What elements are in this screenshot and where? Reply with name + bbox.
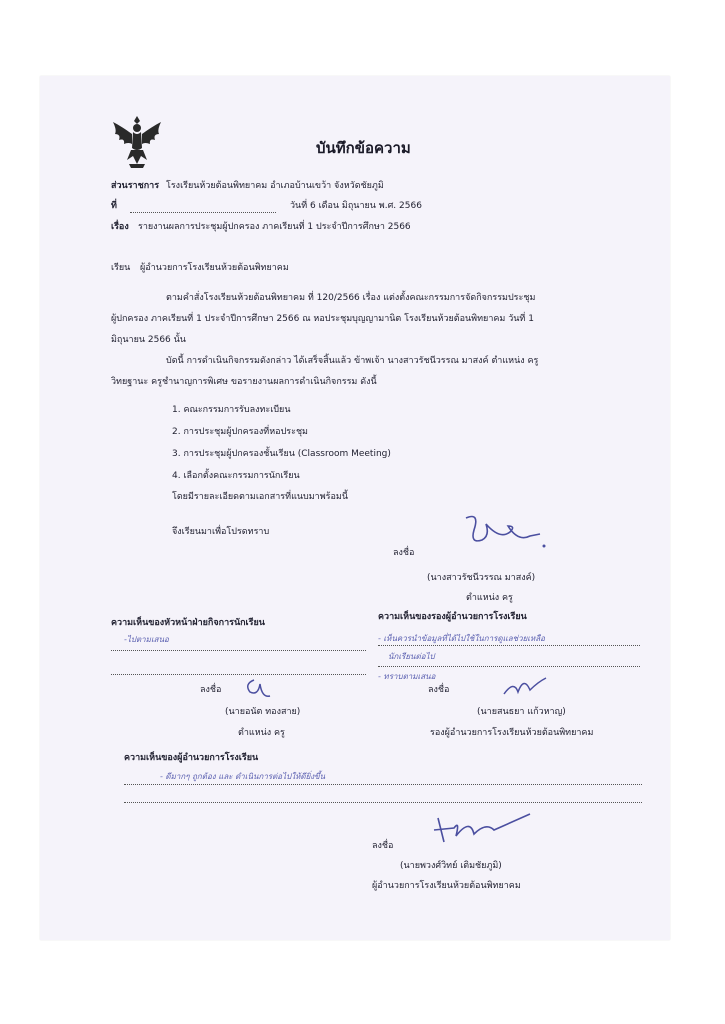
to-label: เรียน [111,263,131,273]
left-signer-name: (นายอนัต ทองสาย) [225,707,301,717]
body-p1-line1: ตามคำสั่งโรงเรียนห้วยต้อนพิทยาคม ที่ 120/2566 เรื่อง แต่งตั้งคณะกรรมการจัดกิจกรรมประชุม [166,293,536,303]
right-opinion-handwriting: - ทราบตามเสนอ [378,672,436,681]
right-signer-position: รองผู้อำนวยการโรงเรียนห้วยต้อนพิทยาคม [430,728,594,738]
agency-label: ส่วนราชการ [111,181,160,191]
signature-director-icon [430,808,540,848]
director-opinion-line [124,784,642,785]
right-opinion-handwriting: - เห็นควรนำข้อมูลที่ได้ไปใช้ในการดูแลช่วยเหลือ [378,634,545,643]
list-item: 1. คณะกรรมการรับลงทะเบียน [172,405,291,415]
closing-line: จึงเรียนมาเพื่อโปรดทราบ [172,527,270,537]
ref-number-line [130,212,276,213]
director-position: ผู้อำนวยการโรงเรียนห้วยต้อนพิทยาคม [372,881,521,891]
right-signer-name: (นายสนธยา แก้วหาญ) [477,707,566,717]
body-p1-line3: มิถุนายน 2566 นั้น [111,335,186,345]
list-item: 3. การประชุมผู้ปกครองชั้นเรียน (Classroom Meeting) [172,449,391,459]
subject-value: รายงานผลการประชุมผู้ปกครอง ภาคเรียนที่ 1 ประจำปีการศึกษา 2566 [138,222,411,232]
main-signer-name: (นางสาวรัชนีวรรณ มาสงค์) [427,573,536,583]
left-opinion-line [111,674,366,675]
director-opinion-heading: ความเห็นของผู้อำนวยการโรงเรียน [124,753,259,763]
main-sign-label: ลงชื่อ [393,548,415,558]
director-opinion-handwriting: - ดีมากๆ ถูกต้อง และ ดำเนินการต่อไปให้ดียิ่งขึ้น [160,772,326,781]
left-sign-label: ลงชื่อ [200,685,222,695]
to-value: ผู้อำนวยการโรงเรียนห้วยต้อนพิทยาคม [140,263,289,273]
agency-value: โรงเรียนห้วยต้อนพิทยาคม อำเภอบ้านเขว้า จังหวัดชัยภูมิ [166,181,384,191]
left-opinion-heading: ความเห็นของหัวหน้าฝ่ายกิจการนักเรียน [111,618,265,628]
signature-main-icon [460,510,550,554]
body-p2-line2: วิทยฐานะ ครูชำนาญการพิเศษ ขอรายงานผลการดำเนินกิจกรรม ดังนี้ [111,377,377,387]
right-sign-label: ลงชื่อ [428,685,450,695]
right-opinion-line [378,645,640,646]
list-item: 4. เลือกตั้งคณะกรรมการนักเรียน [172,471,300,481]
memo-date: วันที่ 6 เดือน มิถุนายน พ.ศ. 2566 [290,201,422,211]
right-opinion-handwriting: นักเรียนต่อไป [388,652,435,661]
subject-label: เรื่อง [111,222,129,232]
right-opinion-line [378,666,640,667]
director-sign-label: ลงชื่อ [372,841,394,851]
director-name: (นายพวงศ์วิทย์ เติมชัยภูมิ) [400,861,502,871]
left-opinion-line [111,650,366,651]
right-opinion-heading: ความเห็นของรองผู้อำนวยการโรงเรียน [378,612,527,622]
memo-title: บันทึกข้อความ [316,139,411,157]
main-signer-position: ตำแหน่ง ครู [466,593,513,603]
list-item: 2. การประชุมผู้ปกครองที่หอประชุม [172,427,308,437]
attachment-note: โดยมีรายละเอียดตามเอกสารที่แนบมาพร้อมนี้ [172,492,348,502]
garuda-emblem-icon [111,112,163,172]
left-opinion-handwriting: -ไปตามเสนอ [124,635,169,644]
body-p2-line1: บัดนี้ การดำเนินกิจกรรมดังกล่าว ได้เสร็จสิ้นแล้ว ข้าพเจ้า นางสาวรัชนีวรรณ มาสงค์ ตำแหน่ง ครู [166,356,539,366]
ref-label: ที่ [111,201,117,211]
director-opinion-line [124,802,642,803]
body-p1-line2: ผู้ปกครอง ภาคเรียนที่ 1 ประจำปีการศึกษา 2566 ณ หอประชุมบุญญามานิต โรงเรียนห้วยต้อนพิทยาคม วันที่ 1 [111,314,534,324]
signature-right-icon [500,672,550,702]
signature-left-icon [240,676,276,704]
left-signer-position: ตำแหน่ง ครู [238,728,285,738]
